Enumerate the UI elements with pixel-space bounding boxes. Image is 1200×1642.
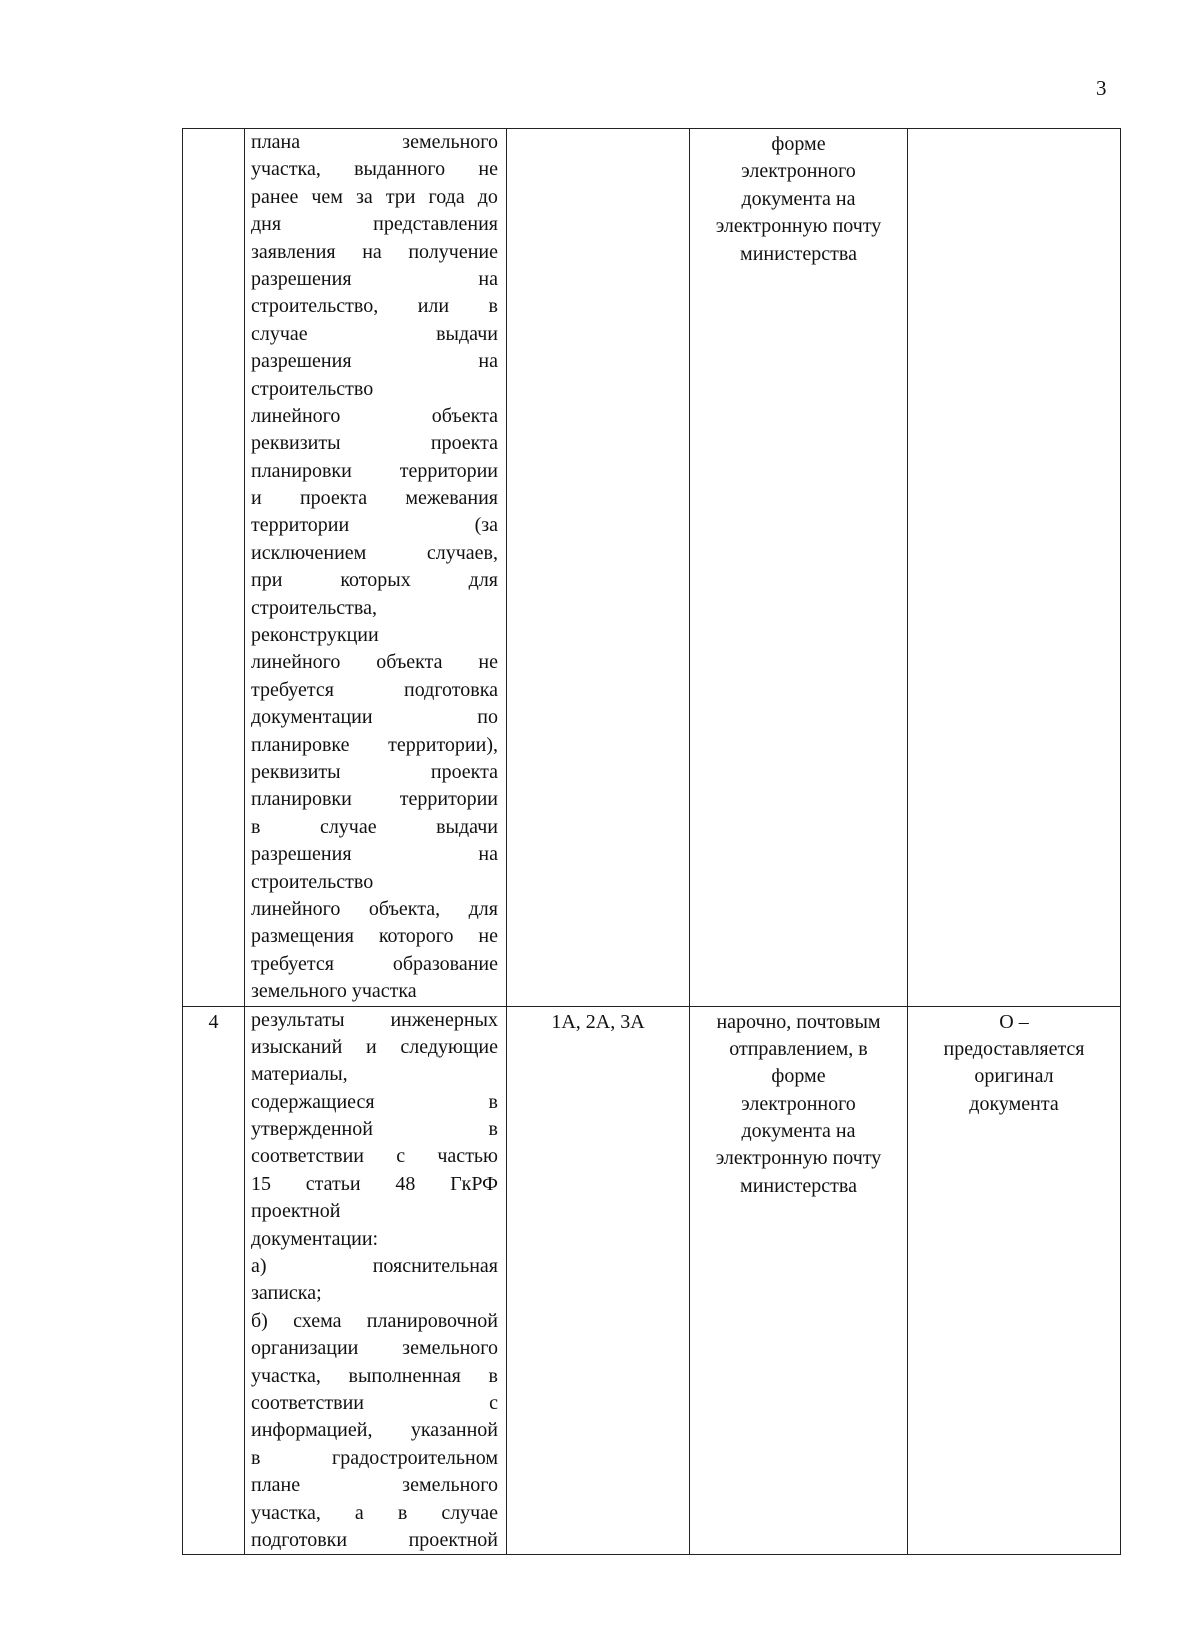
document-line: строительства,	[251, 596, 377, 619]
table-row	[183, 1006, 1121, 1555]
document-line: требуется образование	[251, 952, 498, 975]
table-row	[183, 129, 1121, 1007]
document-line: записка;	[251, 1282, 322, 1305]
document-line: разрешения на	[251, 843, 498, 866]
submission-line: документа на	[741, 1120, 856, 1143]
submission-line: электронного	[741, 1092, 856, 1115]
document-line: требуется подготовка	[251, 678, 498, 701]
submission-line: нарочно, почтовым	[716, 1010, 881, 1033]
document-line: реконструкции	[251, 624, 379, 647]
document-line: в градостроительном	[251, 1446, 498, 1469]
document-line: плане земельного	[251, 1474, 498, 1497]
submission-line: министерства	[740, 1174, 857, 1197]
document-line: б) схема планировочной	[251, 1309, 498, 1332]
document-line: строительство	[251, 377, 374, 400]
document-line: участка, выданного не	[251, 158, 498, 181]
page-number: 3	[1096, 76, 1107, 100]
categories-cell	[507, 129, 690, 1007]
submission-line: электронную почту	[715, 215, 882, 238]
submission-method-cell	[690, 1006, 908, 1555]
document-line: документации по	[251, 706, 498, 729]
document-line: 15 статьи 48 ГкРФ	[251, 1172, 498, 1195]
document-line: изысканий и следующие	[251, 1035, 498, 1058]
document-line: соответствии с частью	[251, 1145, 498, 1168]
document-form-line: документа	[969, 1092, 1059, 1115]
document-form-cell	[908, 129, 1121, 1007]
document-form-line: предоставляется	[943, 1037, 1085, 1060]
document-line: участка, выполненная в	[251, 1364, 498, 1387]
document-line: территории (за	[251, 514, 498, 537]
document-line: материалы,	[251, 1063, 348, 1086]
document-line: ранее чем за три года до	[251, 185, 498, 208]
documents-table	[182, 128, 1121, 1555]
document-line: проектной	[251, 1200, 341, 1223]
row-number-cell: 4	[183, 1006, 245, 1555]
document-line: исключением случаев,	[251, 541, 498, 564]
document-line: реквизиты проекта	[251, 432, 498, 455]
document-line: линейного объекта не	[251, 651, 498, 674]
submission-line: электронного	[741, 160, 856, 183]
categories-cell: 1А, 2А, 3А	[507, 1006, 690, 1555]
row-number-cell	[183, 129, 245, 1007]
document-form-line: оригинал	[974, 1065, 1054, 1088]
document-line: заявления на получение	[251, 240, 498, 263]
document-line: строительство	[251, 870, 374, 893]
document-line: реквизиты проекта	[251, 760, 498, 783]
document-form-cell	[908, 1006, 1121, 1555]
document-line: документации:	[251, 1227, 379, 1250]
document-line: земельного участка	[251, 980, 417, 1003]
document-line: в случае выдачи	[251, 815, 498, 838]
document-line: случае выдачи	[251, 322, 498, 345]
document-line: линейного объекта, для	[251, 897, 498, 920]
document-line: планировки территории	[251, 459, 498, 482]
document-line: планировки территории	[251, 788, 498, 811]
document-line: разрешения на	[251, 350, 498, 373]
document-line: размещения которого не	[251, 925, 498, 948]
document-line: подготовки проектной	[251, 1528, 498, 1551]
submission-line: форме	[771, 133, 826, 155]
document-line: строительство, или в	[251, 295, 498, 318]
document-line: дня представления	[251, 213, 498, 236]
document-line: при которых для	[251, 569, 498, 592]
submission-method-cell	[690, 129, 908, 1007]
submission-line: электронную почту	[715, 1147, 882, 1170]
document-line: содержащиеся в	[251, 1090, 498, 1113]
document-line: планировке территории),	[251, 733, 498, 756]
document-line: и проекта межевания	[251, 487, 498, 510]
document-form-line: О –	[999, 1010, 1029, 1033]
document-description-cell	[245, 1006, 507, 1555]
submission-line: отправлением, в	[729, 1037, 868, 1060]
submission-line: министерства	[740, 242, 857, 265]
document-line: результаты инженерных	[251, 1008, 498, 1031]
document-line: а) пояснительная	[251, 1255, 498, 1278]
table-body	[183, 129, 1121, 1555]
document-line: разрешения на	[251, 267, 498, 290]
document-line: участка, а в случае	[251, 1501, 498, 1524]
document-line: плана земельного	[251, 131, 498, 153]
submission-line: документа на	[741, 187, 856, 210]
document-line: утвержденной в	[251, 1118, 498, 1141]
submission-line: форме	[771, 1065, 826, 1088]
document-line: соответствии с	[251, 1391, 498, 1414]
document-line: информацией, указанной	[251, 1419, 498, 1442]
document-description-cell	[245, 129, 507, 1007]
document-line: организации земельного	[251, 1337, 498, 1360]
document-line: линейного объекта	[251, 404, 498, 427]
